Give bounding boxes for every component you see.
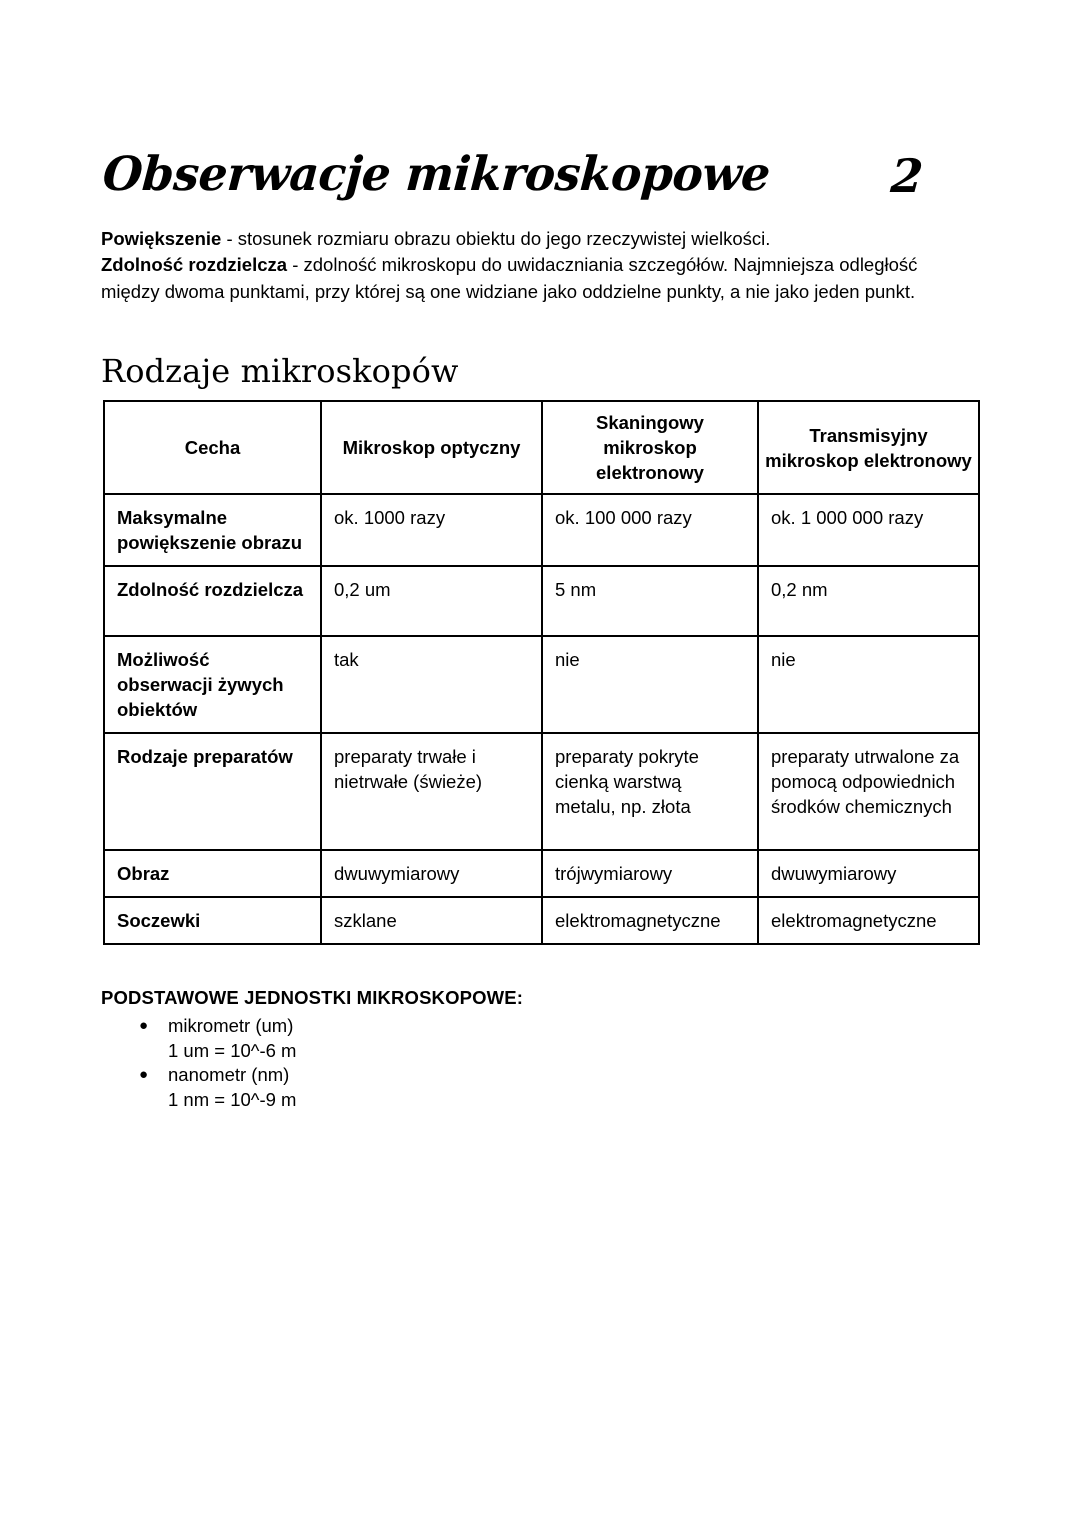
table-cell-optical: tak (321, 636, 542, 733)
table-cell-feature: Maksymalne powiększenie obrazu (104, 494, 321, 566)
table-cell-sem: trójwymiarowy (542, 850, 758, 897)
page-number: 2 (889, 149, 925, 203)
basic-units-list (101, 1014, 701, 1112)
bullet-icon: ● (139, 1017, 149, 1034)
table-cell-optical: ok. 1000 razy (321, 494, 542, 566)
section-heading-microscope-types: Rodzaje mikroskopów (101, 352, 459, 390)
basic-units-section (101, 985, 701, 1112)
table-header-feature: Cecha (104, 401, 321, 494)
table-row (104, 850, 979, 897)
table-cell-optical: preparaty trwałe i nietrwałe (świeże) (321, 733, 542, 850)
table-cell-optical: 0,2 um (321, 566, 542, 636)
list-item (101, 1014, 701, 1063)
page-title: Obserwacje mikroskopowe (101, 147, 772, 202)
table-cell-sem: nie (542, 636, 758, 733)
microscope-comparison-table-wrapper (103, 400, 978, 945)
microscope-comparison-table (103, 400, 980, 945)
table-cell-tem: dwuwymiarowy (758, 850, 979, 897)
table-cell-feature: Możliwość obserwacji żywych obiektów (104, 636, 321, 733)
table-cell-sem: 5 nm (542, 566, 758, 636)
table-cell-sem: elektromagnetyczne (542, 897, 758, 944)
table-cell-feature: Soczewki (104, 897, 321, 944)
unit-name: nanometr (nm) (168, 1064, 290, 1085)
table-cell-tem: nie (758, 636, 979, 733)
table-cell-tem: preparaty utrwalone za pomocą odpowiednich środków chemicznych (758, 733, 979, 850)
table-header-optical: Mikroskop optyczny (321, 401, 542, 494)
unit-value: 1 nm = 10^-9 m (168, 1088, 297, 1110)
table-row (104, 494, 979, 566)
table-row (104, 733, 979, 850)
table-cell-feature: Obraz (104, 850, 321, 897)
table-header-tem: Transmisyjny mikroskop elektronowy (758, 401, 979, 494)
definition-resolution (101, 252, 979, 305)
table-cell-feature: Rodzaje preparatów (104, 733, 321, 850)
unit-value: 1 um = 10^-6 m (168, 1039, 297, 1061)
definition-term-resolution: Zdolność rozdzielcza (101, 254, 288, 276)
definition-magnification (101, 226, 979, 252)
bullet-icon: ● (139, 1066, 149, 1083)
table-row (104, 897, 979, 944)
table-row (104, 636, 979, 733)
basic-units-title: PODSTAWOWE JEDNOSTKI MIKROSKOPOWE: (101, 987, 524, 1008)
table-row (104, 566, 979, 636)
table-cell-tem: elektromagnetyczne (758, 897, 979, 944)
title-row (101, 140, 931, 202)
table-cell-sem: ok. 100 000 razy (542, 494, 758, 566)
table-cell-feature: Zdolność rozdzielcza (104, 566, 321, 636)
definition-text-magnification: - stosunek rozmiaru obrazu obiektu do jego rzeczywistej wielkości. (221, 228, 771, 249)
definitions-paragraph (101, 226, 979, 305)
table-header-sem: Skaningowy mikroskop elektronowy (542, 401, 758, 494)
unit-name: mikrometr (um) (168, 1015, 294, 1036)
list-item (101, 1063, 701, 1112)
definition-term-magnification: Powiększenie (101, 228, 222, 249)
table-cell-sem: preparaty pokryte cienką warstwą metalu, np. złota (542, 733, 758, 850)
table-cell-tem: 0,2 nm (758, 566, 979, 636)
table-cell-optical: szklane (321, 897, 542, 944)
table-cell-tem: ok. 1 000 000 razy (758, 494, 979, 566)
table-cell-optical: dwuwymiarowy (321, 850, 542, 897)
table-header-row (104, 401, 979, 494)
definition-text-resolution: - zdolność mikroskopu do uwidaczniania szczegółów. Najmniejsza odległość między dwoma punktami, przy której są one widziane jako oddzielne punkty, a nie jako jeden punkt. (101, 254, 918, 302)
